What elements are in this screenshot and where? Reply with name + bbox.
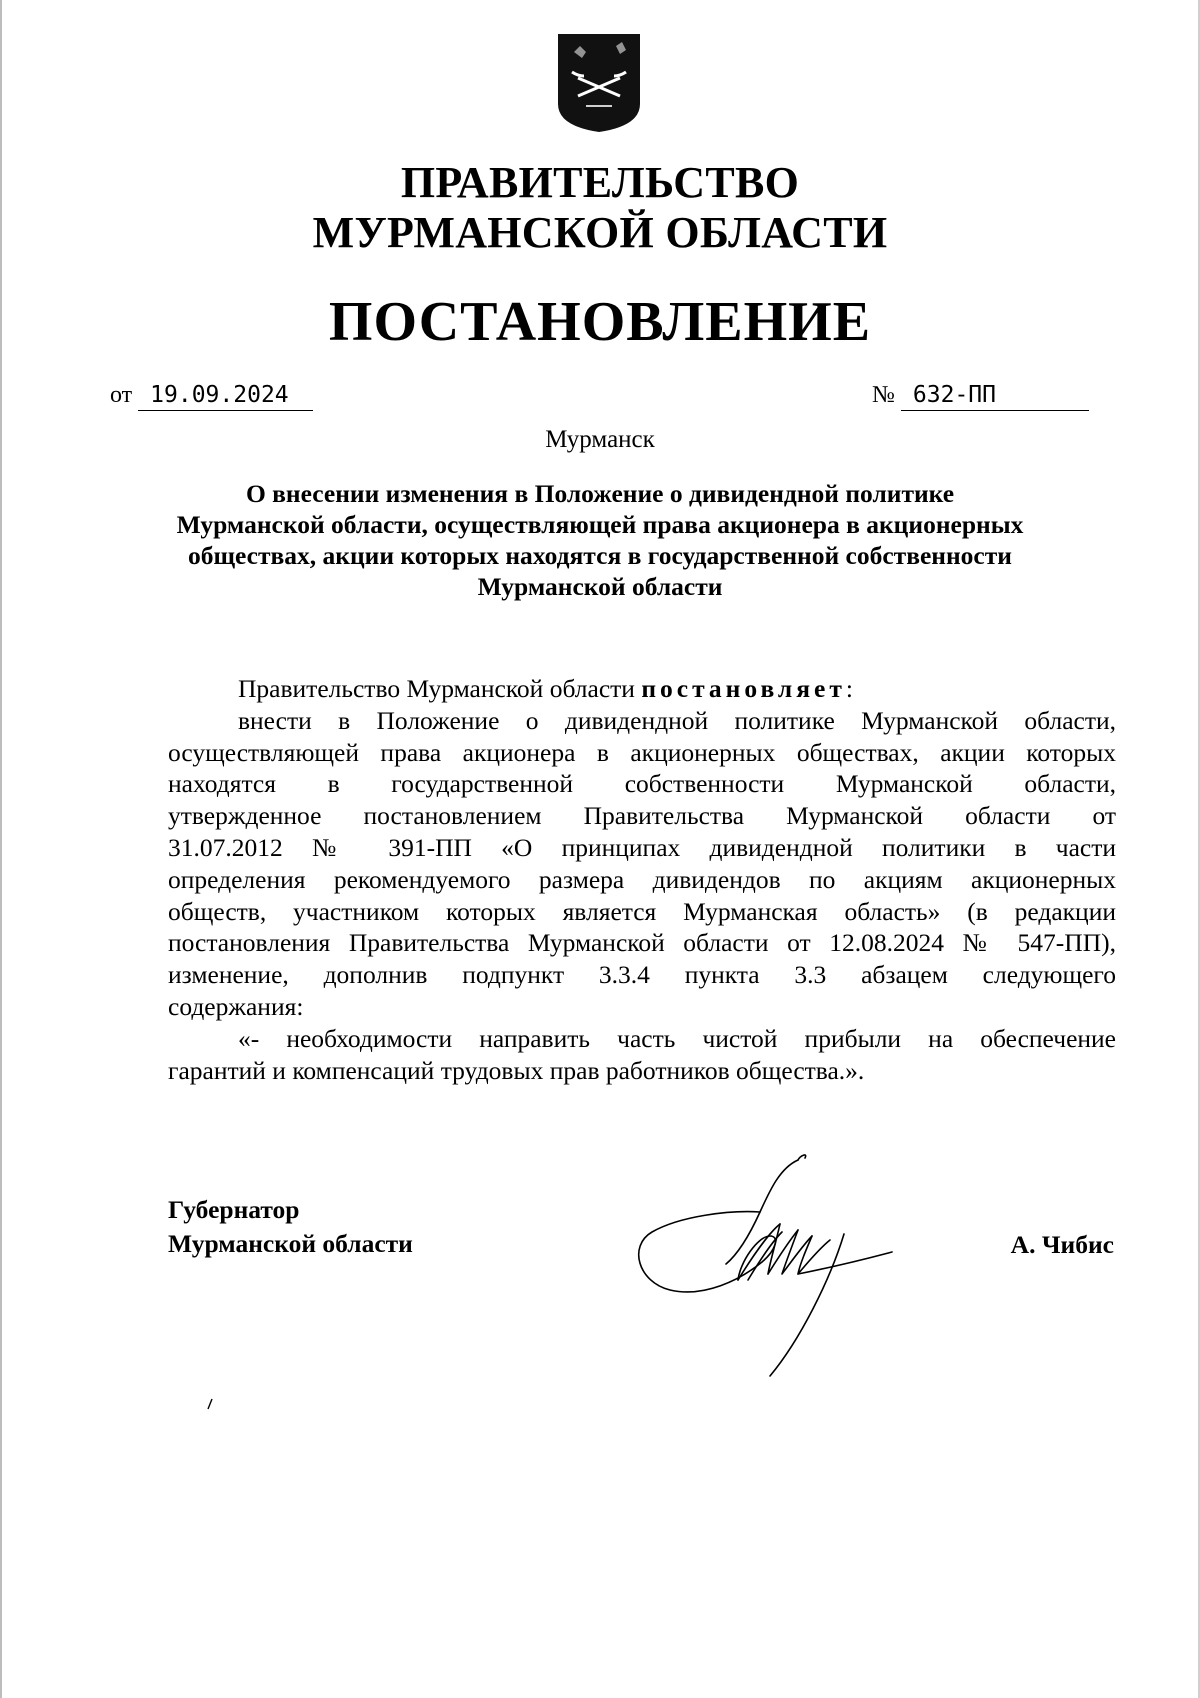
decree-word: постановляет xyxy=(641,674,846,703)
body-line: постановления Правительства Мурманской области от 12.08.2024 № 547-ПП), xyxy=(168,928,1116,958)
body-line: находятся в государственной собственности Мурманской области, xyxy=(168,769,1116,799)
city-name: Мурманск xyxy=(545,426,655,453)
body-line-quote: «- необходимости направить часть чистой прибыли на обеспечение xyxy=(238,1023,1116,1053)
body-line-quote: гарантий и компенсаций трудовых прав работников общества.». xyxy=(168,1055,865,1085)
document-title xyxy=(160,478,1040,602)
body-line: обществ, участником которых является Мурманская область» (в редакции xyxy=(168,896,1116,926)
date-prefix: от xyxy=(110,382,133,408)
document-body xyxy=(168,673,1116,1086)
document-number xyxy=(872,380,1089,411)
number-prefix: № xyxy=(872,382,895,408)
government-name-line2: МУРМАНСКОЙ ОБЛАСТИ xyxy=(312,208,888,257)
decree-intro xyxy=(168,673,1116,705)
document-date xyxy=(110,380,313,411)
government-name-line1: ПРАВИТЕЛЬСТВО xyxy=(400,158,800,207)
body-line: утвержденное постановлением Правительства Мурманской области от xyxy=(168,801,1116,831)
body-line: 31.07.2012 № 391-ПП «О принципах дивидендной политики в части xyxy=(168,832,1116,862)
signatory-position xyxy=(168,1193,413,1261)
date-value: 19.09.2024 xyxy=(138,380,313,411)
handwritten-signature-icon xyxy=(630,1150,930,1390)
title-line: обществах, акции которых находятся в государственной собственности xyxy=(188,541,1012,570)
body-line: содержания: xyxy=(168,991,304,1021)
document-type-heading: ПОСТАНОВЛЕНИЕ xyxy=(328,291,872,353)
position-line1: Губернатор xyxy=(168,1195,300,1224)
title-line: Мурманской области, осуществляющей права акционера в акционерных xyxy=(176,510,1024,539)
body-line: внести в Положение о дивидендной политике Мурманской области, xyxy=(238,705,1116,735)
intro-colon: : xyxy=(845,674,853,703)
number-value: 632-ПП xyxy=(901,380,1089,411)
body-line: изменение, дополнив подпункт 3.3.4 пункта 3.3 абзацем следующего xyxy=(168,960,1116,990)
title-line: Мурманской области xyxy=(477,572,723,601)
intro-text: Правительство Мурманской области xyxy=(238,674,642,703)
coat-of-arms-icon xyxy=(556,32,642,134)
signatory-name: А. Чибис xyxy=(1010,1230,1114,1259)
stray-ink-mark xyxy=(206,1398,214,1410)
position-line2: Мурманской области xyxy=(168,1229,413,1258)
title-line: О внесении изменения в Положение о дивидендной политике xyxy=(245,479,955,508)
body-line: определения рекомендуемого размера дивидендов по акциям акционерных xyxy=(168,864,1116,894)
body-line: осуществляющей права акционера в акционерных обществах, акции которых xyxy=(168,737,1116,767)
